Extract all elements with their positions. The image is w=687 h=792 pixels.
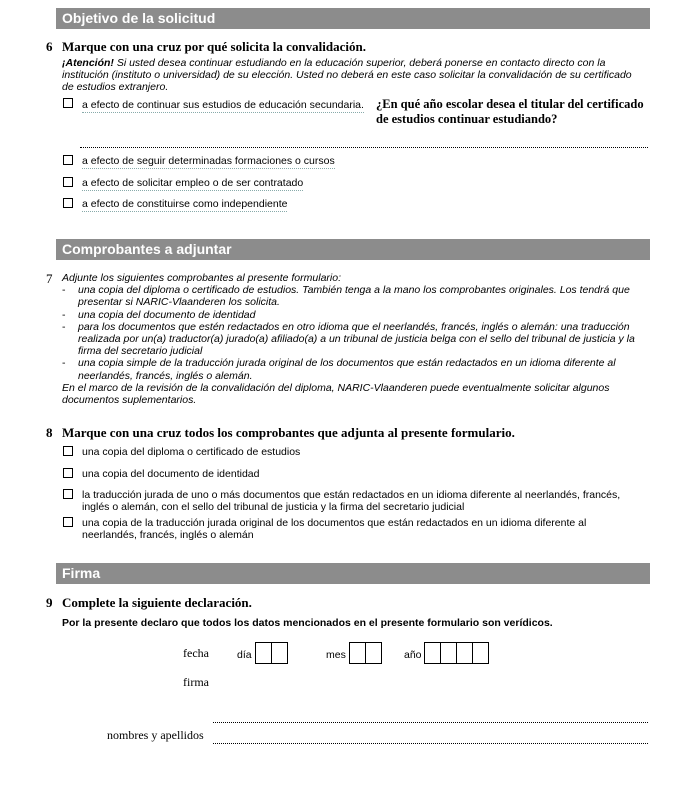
attention-note (62, 57, 642, 94)
section-header-firma: Firma (56, 563, 650, 584)
section-header-comprobantes: Comprobantes a adjuntar (56, 239, 650, 260)
required-documents-list (62, 284, 642, 382)
attention-label: ¡Atención! (62, 57, 114, 69)
attention-text: Si usted desea continuar estudiando en la educación superior, deberá ponerse en contacto directo con la institución (instituto o universidad) de su elección. Usted no deberá en este caso solicitar la convalidación de su certificado de estudios extranjero. (62, 57, 632, 94)
ano-input[interactable] (425, 642, 489, 664)
dia-input[interactable] (256, 642, 288, 664)
mes-digit-1[interactable] (349, 642, 366, 664)
dia-digit-2[interactable] (271, 642, 288, 664)
nombres-line[interactable] (213, 743, 648, 744)
section-header-objetivo: Objetivo de la solicitud (56, 8, 650, 29)
list-item: - una copia del diploma o certificado de estudios. También tenga a la mano los comprobantes originales. Los tendrá que presentar si NARIC-Vlaanderen los solicita. (62, 284, 642, 308)
mes-label: mes (326, 649, 346, 661)
mes-digit-2[interactable] (365, 642, 382, 664)
ano-label: año (404, 649, 422, 661)
list-item: - una copia simple de la traducción jurada original de los documentos que están redactados en un idioma diferente al neerlandés, francés, inglés o alemán. (62, 357, 642, 381)
checkbox-empleo[interactable] (63, 177, 73, 187)
option-traduccion-jurada: la traducción jurada de uno o más documentos que están redactados en un idioma diferente al neerlandés, francés, inglés o alemán, con el sello del tribunal de justicia y la firma del secretario judicial (82, 489, 621, 513)
ano-digit-2[interactable] (440, 642, 457, 664)
checkbox-formaciones[interactable] (63, 155, 73, 165)
option-formaciones: a efecto de seguir determinadas formaciones o cursos (82, 155, 335, 167)
question-number-7: 7 (46, 271, 53, 286)
mes-input[interactable] (350, 642, 382, 664)
checkbox-continuar-estudios[interactable] (63, 98, 73, 108)
option-copia-traduccion: una copia de la traducción jurada original de los documentos que están redactados en un idioma diferente al neerlandés, francés, inglés o alemán (82, 517, 587, 541)
question-7-body (62, 272, 642, 406)
checkbox-copia-traduccion[interactable] (63, 517, 73, 527)
question-number-6: 6 (46, 39, 53, 54)
question-number-8: 8 (46, 425, 53, 440)
option-continuar-estudios: a efecto de continuar sus estudios de educación secundaria. (82, 99, 364, 111)
option-copia-identidad: una copia del documento de identidad (82, 468, 260, 480)
list-item: - una copia del documento de identidad (62, 309, 642, 321)
list-item: - para los documentos que estén redactados en otro idioma que el neerlandés, francés, inglés o alemán: una traducción realizada por un(a) traductor(a) jurado(a) afiliado(a) a un tribunal de justicia belga con el sello del tribunal de justicia y la firma del secretario judicial (62, 321, 642, 358)
option-independiente: a efecto de constituirse como independiente (82, 198, 288, 210)
declaration-statement: Por la presente declaro que todos los datos mencionados en el presente formulario son verídicos. (62, 617, 553, 629)
firma-label: firma (183, 675, 209, 689)
fecha-label: fecha (183, 646, 209, 660)
option-copia-diploma: una copia del diploma o certificado de estudios (82, 446, 301, 458)
question-number-9: 9 (46, 595, 53, 610)
ano-digit-1[interactable] (424, 642, 441, 664)
question-8-title: Marque con una cruz todos los comprobantes que adjunta al presente formulario. (62, 425, 515, 440)
firma-line[interactable] (213, 722, 648, 723)
school-year-question: ¿En qué año escolar desea el titular del certificado de estudios continuar estudiando? (376, 97, 644, 126)
school-year-answer-line[interactable] (80, 147, 648, 148)
checkbox-copia-identidad[interactable] (63, 468, 73, 478)
ano-digit-3[interactable] (456, 642, 473, 664)
checkbox-copia-diploma[interactable] (63, 446, 73, 456)
option-empleo: a efecto de solicitar empleo o de ser contratado (82, 177, 304, 189)
question-6-title: Marque con una cruz por qué solicita la convalidación. (62, 39, 366, 54)
question-7-intro: Adjunte los siguientes comprobantes al presente formulario: (62, 272, 341, 284)
nombres-label: nombres y apellidos (107, 728, 204, 742)
dia-label: día (237, 649, 252, 661)
checkbox-independiente[interactable] (63, 198, 73, 208)
ano-digit-4[interactable] (472, 642, 489, 664)
dia-digit-1[interactable] (255, 642, 272, 664)
question-7-closing: En el marco de la revisión de la convalidación del diploma, NARIC-Vlaanderen puede eventualmente solicitar algunos documentos suplementarios. (62, 381, 610, 407)
question-9-title: Complete la siguiente declaración. (62, 595, 252, 610)
checkbox-traduccion-jurada[interactable] (63, 489, 73, 499)
